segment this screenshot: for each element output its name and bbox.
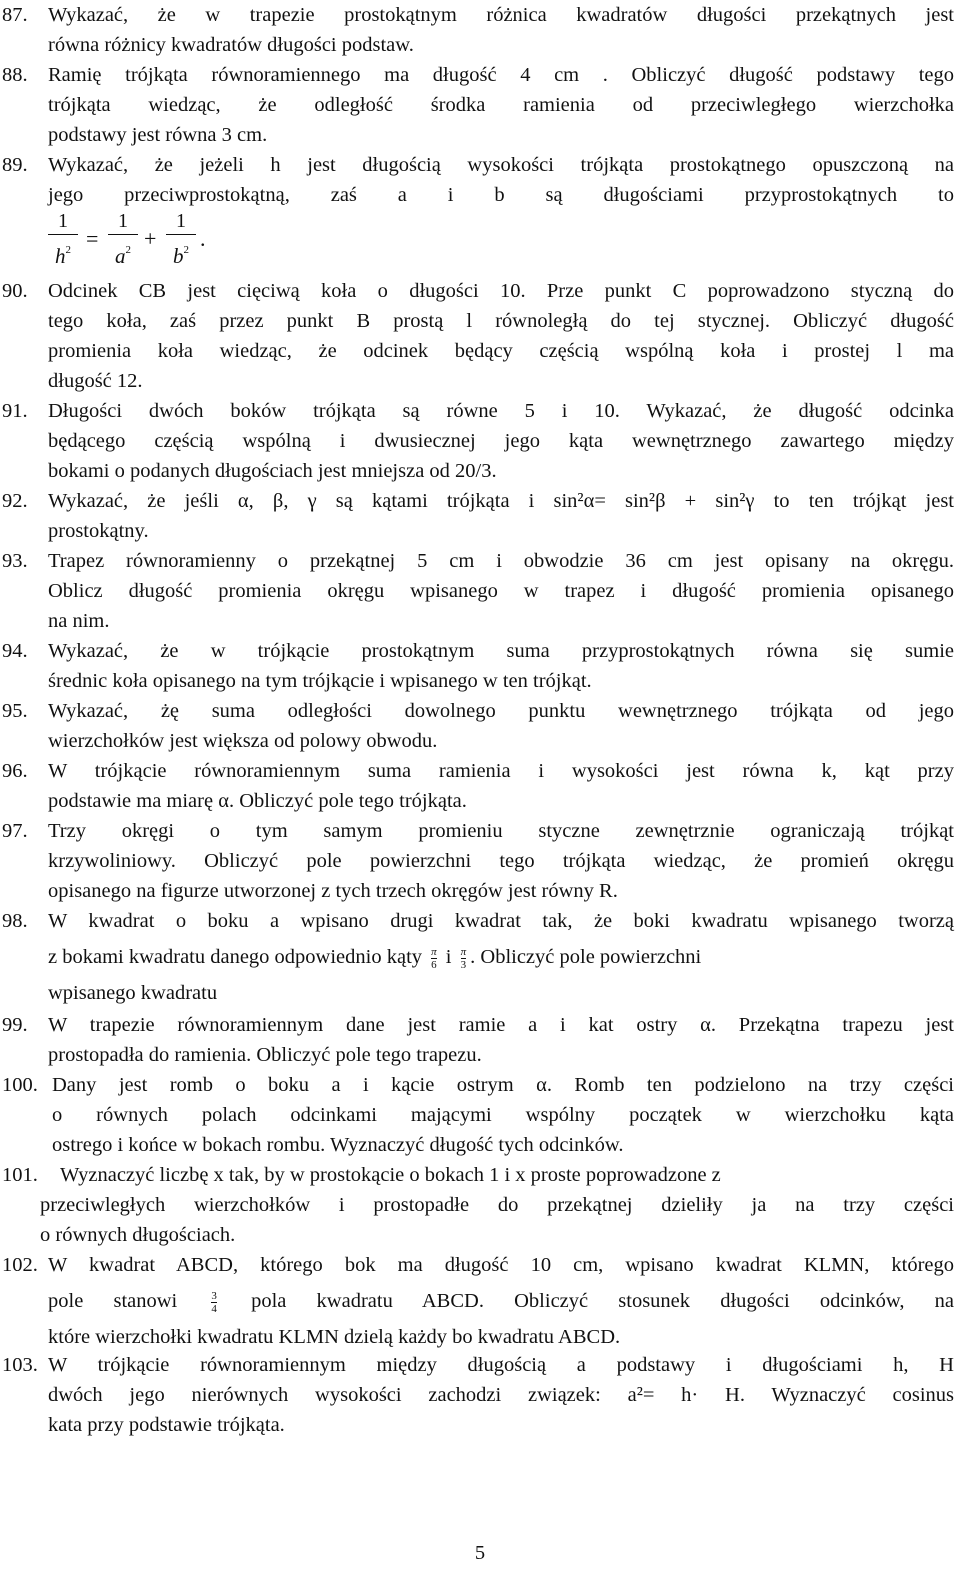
problem-text-line: wpisanego kwadratu bbox=[48, 982, 218, 1004]
problem-number: 93. bbox=[2, 550, 28, 572]
problem-text-line: Wykazać, że w trapezie prostokątnym różnica kwadratów długości przekątnych jest bbox=[48, 4, 954, 26]
problem-text-line: długość 12. bbox=[48, 370, 143, 392]
problem-text-line: opisanego na figurze utworzonej z tych trzech okręgów jest równy R. bbox=[48, 880, 618, 902]
problem-text-line: przeciwległych wierzchołków i prostopadłe do przekątnej dzieliły ja na trzy części bbox=[40, 1194, 954, 1216]
problem-102 bbox=[0, 1250, 954, 1352]
problem-text-line: Oblicz długość promienia okręgu wpisanego w trapez i długość promienia opisanego bbox=[48, 580, 954, 602]
fraction-a: 1 $a^2$ bbox=[108, 208, 138, 263]
problem-text-line: kata przy podstawie trójkąta. bbox=[48, 1414, 285, 1436]
problem-number: 88. bbox=[2, 64, 28, 86]
problem-92 bbox=[0, 486, 954, 546]
problem-text-line: podstawie ma miarę α. Obliczyć pole tego trójkąta. bbox=[48, 790, 467, 812]
problem-text-line: W kwadrat o boku a wpisano drugi kwadrat tak, że boki kwadratu wpisanego tworzą bbox=[48, 910, 954, 932]
problem-number: 103. bbox=[2, 1354, 38, 1376]
problem-text-line: na nim. bbox=[48, 610, 110, 632]
fraction-lhs: 1 $h^2$ bbox=[48, 208, 78, 263]
problem-text-line: W trójkącie równoramiennym między długością a podstawy i długościami h, H bbox=[48, 1354, 954, 1376]
pi-over-6-fraction: $\frac{\pi}{6}$ bbox=[431, 945, 437, 971]
three-quarters-fraction: $\frac{3}{4}$ bbox=[211, 1289, 217, 1315]
problem-text-line: bokami o podanych długościach jest mniejsza od 20/3. bbox=[48, 460, 497, 482]
problem-text-line: W trapezie równoramiennym dane jest ramie a i kat ostry α. Przekątna trapezu jest bbox=[48, 1014, 954, 1036]
problem-text-line: promienia koła wiedząc, że odcinek będący częścią wspólną koła i prostej l ma bbox=[48, 340, 954, 362]
problem-text-line: dwóch jego nierównych wysokości zachodzi związek: a²= h· H. Wyznaczyć cosinus bbox=[48, 1384, 954, 1406]
problem-text-line: które wierzchołki kwadratu KLMN dzielą każdy bo kwadratu ABCD. bbox=[48, 1326, 621, 1348]
page-number: 5 bbox=[474, 1542, 486, 1564]
problem-101 bbox=[0, 1160, 954, 1250]
plus-sign: + bbox=[144, 226, 157, 251]
pi-over-3-fraction: $\frac{\pi}{3}$ bbox=[460, 945, 467, 971]
problem-text-line: Dany jest romb o boku a i kącie ostrym α. Romb ten podzielono na trzy części bbox=[52, 1074, 954, 1096]
problem-text-line: Wyznaczyć liczbę x tak, by w prostokącie o bokach 1 i x proste poprowadzone z bbox=[60, 1164, 721, 1186]
problem-98 bbox=[0, 906, 954, 1008]
problem-number: 94. bbox=[2, 640, 28, 662]
problem-93 bbox=[0, 546, 954, 636]
problem-number: 90. bbox=[2, 280, 28, 302]
reciprocal-squares-formula bbox=[48, 208, 268, 274]
problem-text-line: Wykazać, że jeżeli h jest długością wysokości trójkąta prostokątnego opuszczoną na bbox=[48, 154, 954, 176]
problem-text-line: równa różnicy kwadratów długości podstaw. bbox=[48, 34, 414, 56]
problem-text-line: Odcinek CB jest cięciwą koła o długości 10. Prze punkt C poprowadzono styczną do bbox=[48, 280, 954, 302]
problem-text-line: będącego częścią wspólną i dwusiecznej jego kąta wewnętrznego zawartego między bbox=[48, 430, 954, 452]
problem-text-line: krzywoliniowy. Obliczyć pole powierzchni tego trójkąta wiedząc, że promień okręgu bbox=[48, 850, 954, 872]
problem-88 bbox=[0, 60, 954, 150]
problem-99 bbox=[0, 1010, 954, 1070]
problem-number: 96. bbox=[2, 760, 28, 782]
problem-text-line: o równych polach odcinkami mającymi wspólny początek w wierzchołku kąta bbox=[52, 1104, 954, 1126]
problem-text-line: średnic koła opisanego na tym trójkącie i wpisanego w ten trójkąt. bbox=[48, 670, 592, 692]
problem-100 bbox=[0, 1070, 954, 1160]
problem-97 bbox=[0, 816, 954, 906]
problem-text-line: Długości dwóch boków trójkąta są równe 5 i 10. Wykazać, że długość odcinka bbox=[48, 400, 954, 422]
problem-text-line: Ramię trójkąta równoramiennego ma długość 4 cm . Obliczyć długość podstawy tego bbox=[48, 64, 954, 86]
fraction-b: 1 $b^2$ bbox=[166, 208, 196, 263]
problem-text-line: Wykazać, żę suma odległości dowolnego punktu wewnętrznego trójkąta od jego bbox=[48, 700, 954, 722]
problem-text-line: o równych długościach. bbox=[40, 1224, 236, 1246]
problem-96 bbox=[0, 756, 954, 816]
problem-number: 97. bbox=[2, 820, 28, 842]
equals-sign: = bbox=[86, 226, 99, 251]
problem-text-line: Wykazać, że jeśli α, β, γ są kątami trójkąta i sin²α= sin²β + sin²γ to ten trójkąt jest bbox=[48, 490, 954, 512]
problem-number: 98. bbox=[2, 910, 28, 932]
problem-number: 99. bbox=[2, 1014, 28, 1036]
problem-text-line: prostopadła do ramienia. Obliczyć pole tego trapezu. bbox=[48, 1044, 482, 1066]
problem-number: 100. bbox=[2, 1074, 38, 1096]
problem-94 bbox=[0, 636, 954, 696]
problem-number: 102. bbox=[2, 1254, 38, 1276]
problem-number: 101. bbox=[2, 1164, 38, 1186]
problem-text-line: pole stanowi $\frac{3}{4}$ pola kwadratu ABCD. Obliczyć stosunek długości odcinków, na bbox=[48, 1289, 954, 1315]
problem-text-line: z bokami kwadratu danego odpowiednio kąty $\frac{\pi}{6}$ i $\frac{\pi}{3}$ . Obliczyć pole powierzchni bbox=[48, 945, 702, 971]
problem-103 bbox=[0, 1350, 954, 1440]
problem-number: 95. bbox=[2, 700, 28, 722]
problem-90 bbox=[0, 276, 954, 396]
problem-text-line: Trapez równoramienny o przekątnej 5 cm i obwodzie 36 cm jest opisany na okręgu. bbox=[48, 550, 954, 572]
problem-text-line: podstawy jest równa 3 cm. bbox=[48, 124, 268, 146]
problem-text-line: jego przeciwprostokątną, zaś a i b są długościami przyprostokątnych to bbox=[48, 184, 954, 206]
problem-number: 92. bbox=[2, 490, 28, 512]
problem-text-line: trójkąta wiedząc, że odległość środka ramienia od przeciwległego wierzchołka bbox=[48, 94, 954, 116]
problem-number: 87. bbox=[2, 4, 28, 26]
problem-text-line: Wykazać, że w trójkącie prostokątnym suma przyprostokątnych równa się sumie bbox=[48, 640, 954, 662]
problem-text-line: W kwadrat ABCD, którego bok ma długość 10 cm, wpisano kwadrat KLMN, którego bbox=[48, 1254, 954, 1276]
problem-number: 89. bbox=[2, 154, 28, 176]
problem-text-line: prostokątny. bbox=[48, 520, 149, 542]
problem-text-line: tego koła, zaś przez punkt B prostą l równoległą do tej stycznej. Obliczyć długość bbox=[48, 310, 954, 332]
formula-period: . bbox=[200, 226, 206, 251]
problem-text-line: Trzy okręgi o tym samym promieniu styczne zewnętrznie ograniczają trójkąt bbox=[48, 820, 954, 842]
problem-91 bbox=[0, 396, 954, 486]
problem-text-line: ostrego i końce w bokach rombu. Wyznaczyć długość tych odcinków. bbox=[52, 1134, 624, 1156]
problem-95 bbox=[0, 696, 954, 756]
problem-text-line: W trójkącie równoramiennym suma ramienia i wysokości jest równa k, kąt przy bbox=[48, 760, 954, 782]
problem-87 bbox=[0, 0, 954, 60]
problem-number: 91. bbox=[2, 400, 28, 422]
problem-89 bbox=[0, 150, 954, 210]
problem-text-line: wierzchołków jest większa od polowy obwodu. bbox=[48, 730, 438, 752]
